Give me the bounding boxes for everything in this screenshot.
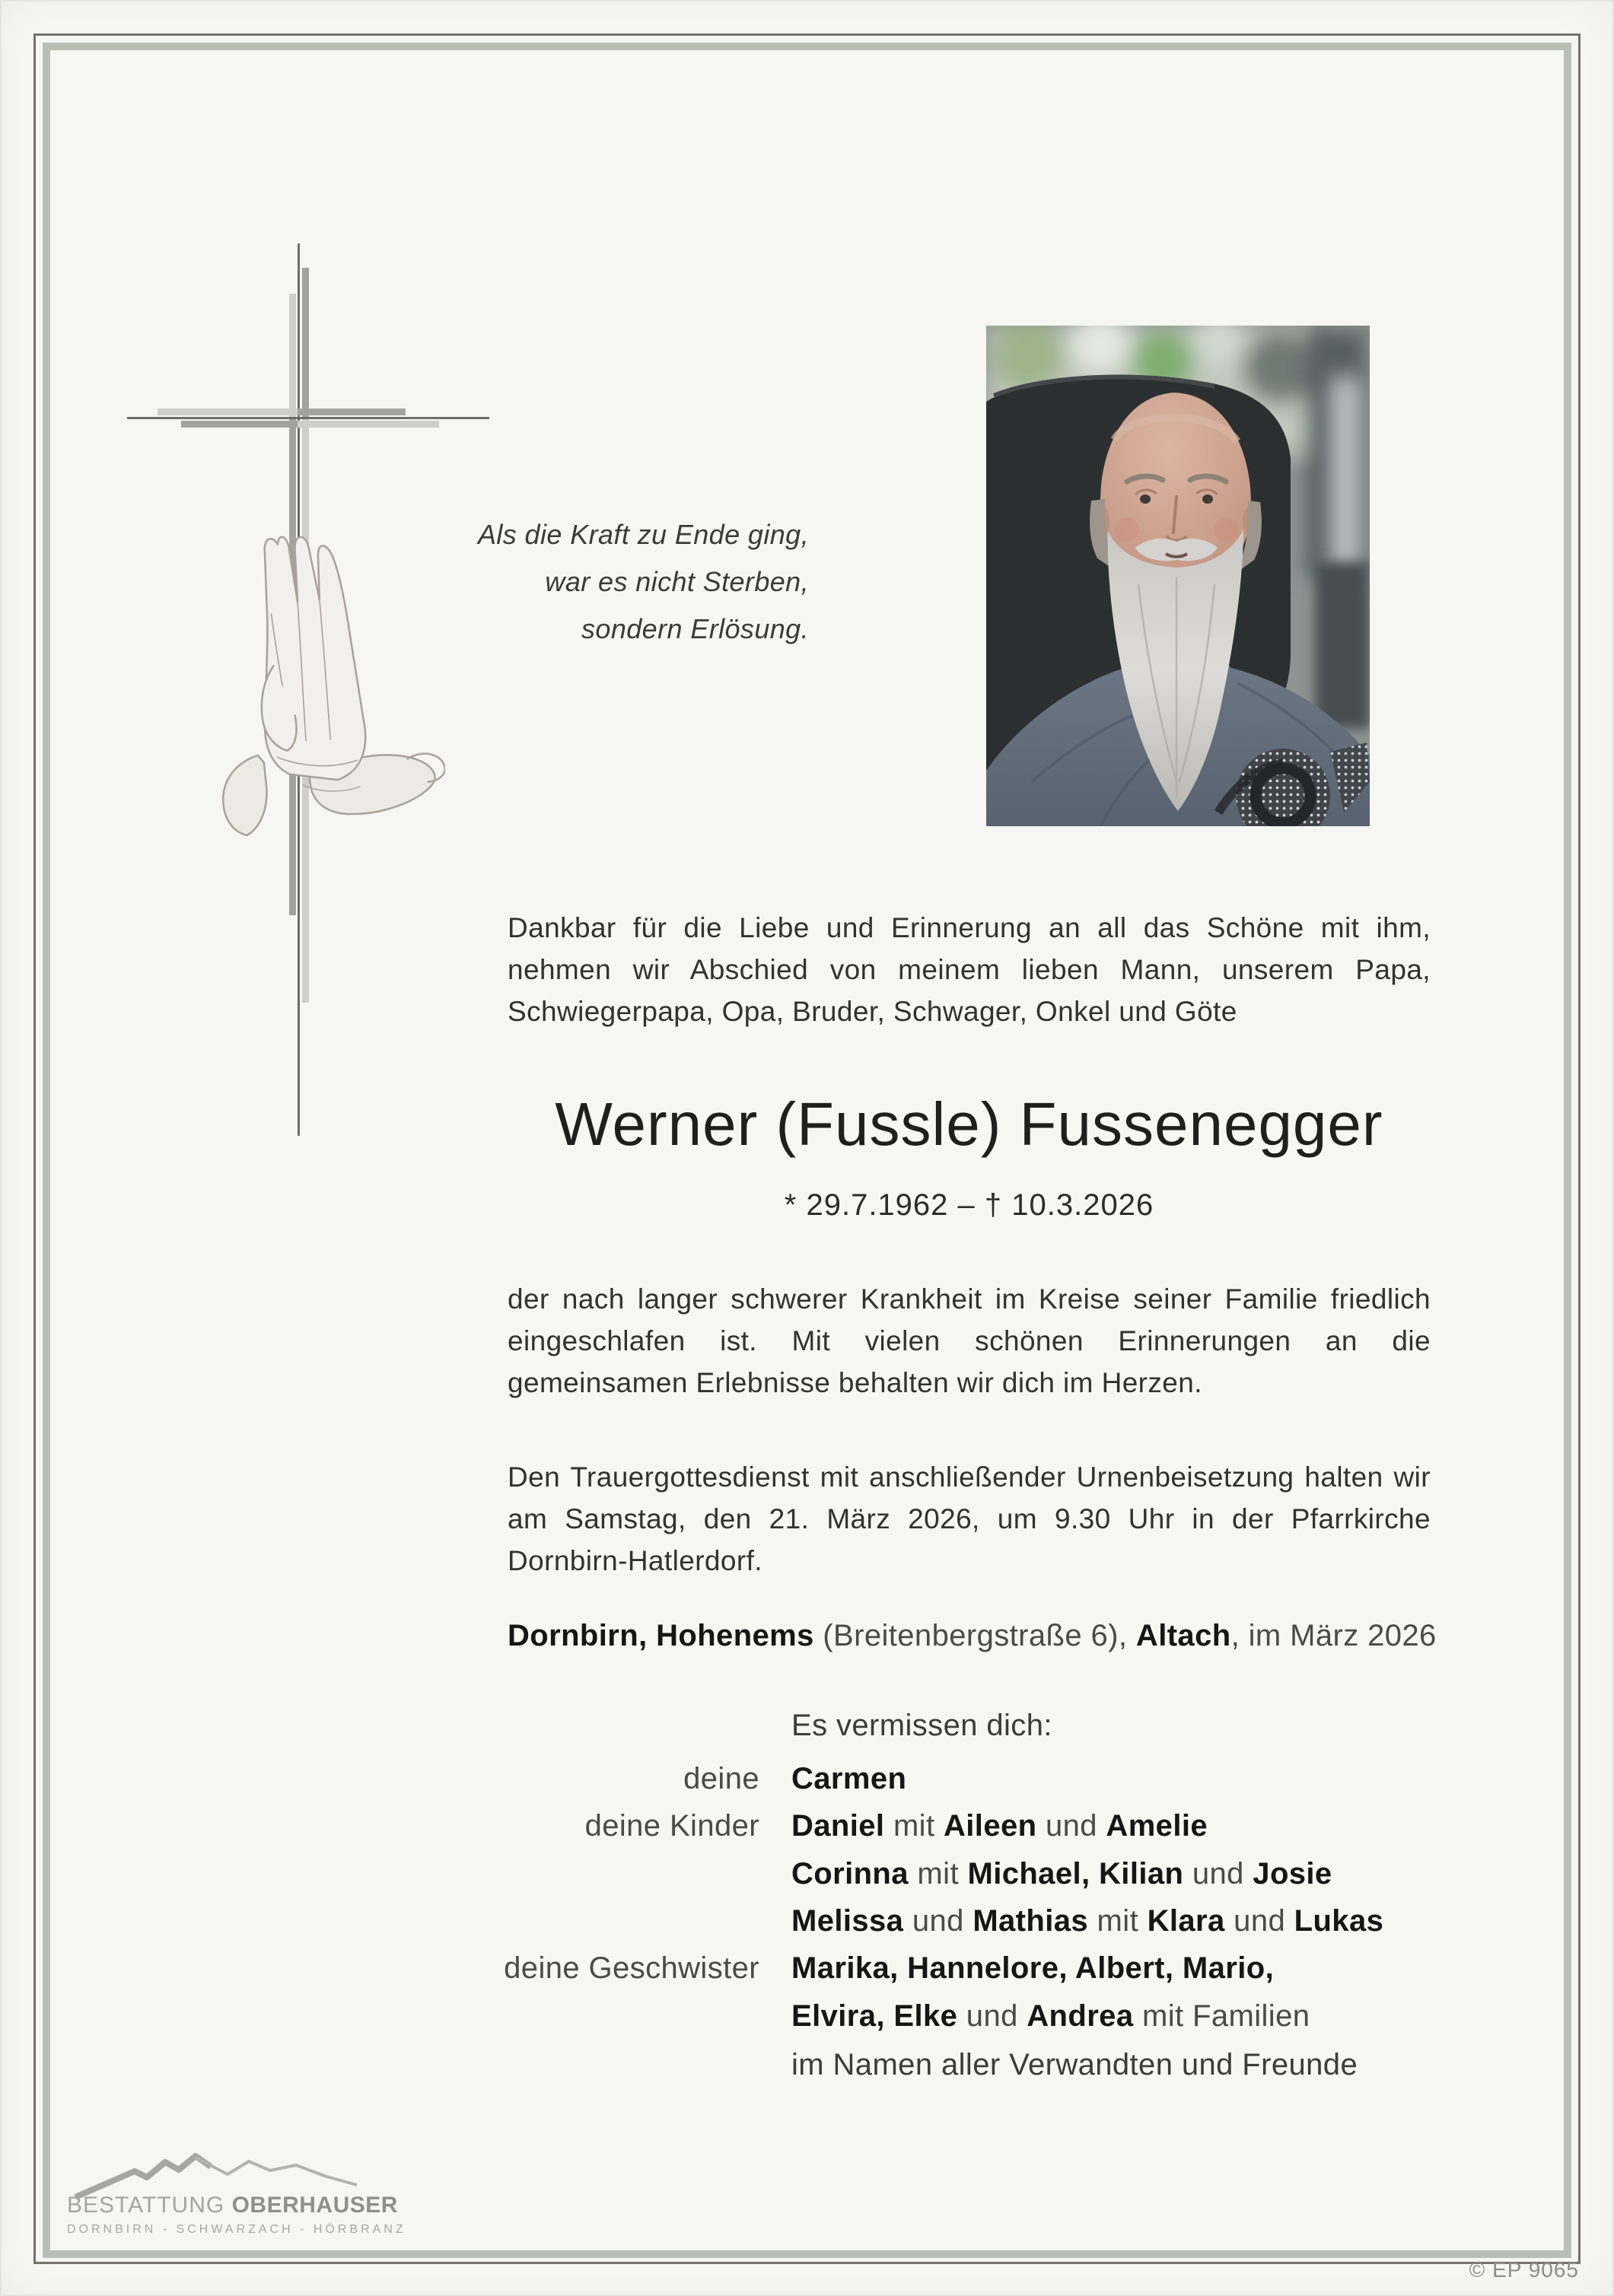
cross-horizontal-line xyxy=(127,417,489,419)
cross-horizontal-bar-lower-left xyxy=(181,421,298,428)
portrait-illustration xyxy=(986,326,1370,826)
cross-horizontal-bar-lower-right xyxy=(298,421,439,428)
praying-hands-illustration xyxy=(179,525,445,852)
cross-vertical-bar-upper-left xyxy=(289,294,296,419)
quote-line: sondern Erlösung. xyxy=(581,613,809,644)
mourner-names: Carmen xyxy=(791,1762,907,1795)
service-paragraph: Den Trauergottesdienst mit anschließender Urnenbeisetzung halten wir am Samstag, den 21. März 2026, um 9.30 Uhr in der Pfarrkirche Dornbirn-Hatlerdorf. xyxy=(508,1461,1431,1576)
funeral-home-title: OBERHAUSER xyxy=(231,2193,398,2218)
life-dates: * 29.7.1962 – † 10.3.2026 xyxy=(784,1188,1154,1222)
funeral-home-locations: DORNBIRN - SCHWARZACH - HÖRBRANZ xyxy=(67,2223,406,2236)
print-code: © EP 9065 xyxy=(1469,2258,1579,2282)
mourner-label: deine Kinder xyxy=(584,1809,759,1843)
quote-line: Als die Kraft zu Ende ging, xyxy=(477,519,809,550)
mourners-heading: Es vermissen dich: xyxy=(791,1709,1052,1742)
funeral-home-logo xyxy=(67,2151,406,2237)
cross-vertical-bar-upper-right xyxy=(302,268,309,419)
mourner-names: Marika, Hannelore, Albert, Mario, xyxy=(791,1951,1275,1985)
cross-horizontal-bar-upper-left xyxy=(158,409,298,415)
mourners-closing: im Namen aller Verwandten und Freunde xyxy=(791,2048,1358,2081)
quote-line: war es nicht Sterben, xyxy=(545,566,809,597)
deceased-name: Werner (Fussle) Fussenegger xyxy=(555,1090,1383,1158)
memorial-quote xyxy=(426,511,809,653)
funeral-home-prefix: BESTATTUNG xyxy=(67,2193,225,2218)
mourner-names: Daniel mit Aileen und Amelie xyxy=(791,1809,1208,1843)
portrait-photo xyxy=(986,326,1370,826)
mourner-label: deine xyxy=(683,1762,759,1795)
cross-horizontal-bar-upper-right xyxy=(298,409,406,415)
mourner-label: deine Geschwister xyxy=(504,1951,759,1985)
obituary-paragraph: der nach langer schwerer Krankheit im Kreise seiner Familie friedlich eingeschlafen ist. Mit vielen schönen Erinnerungen an die gemeinsamen Erlebnisse behalten wir dich im Herzen. xyxy=(508,1283,1431,1398)
mourner-names: Elvira, Elke und Andrea mit Familien xyxy=(791,1999,1310,2033)
intro-paragraph: Dankbar für die Liebe und Erinnerung an all das Schöne mit ihm, nehmen wir Abschied von meinem lieben Mann, unserem Papa, Schwiegerpapa, Opa, Bruder, Schwager, Onkel und Göte xyxy=(508,912,1431,1027)
funeral-home-name xyxy=(67,2193,398,2218)
mourner-names: Melissa und Mathias mit Klara und Lukas xyxy=(791,1904,1384,1938)
mourner-names: Corinna mit Michael, Kilian und Josie xyxy=(791,1857,1332,1891)
dateline: Dornbirn, Hohenems (Breitenbergstraße 6), Altach, im März 2026 xyxy=(508,1619,1437,1652)
